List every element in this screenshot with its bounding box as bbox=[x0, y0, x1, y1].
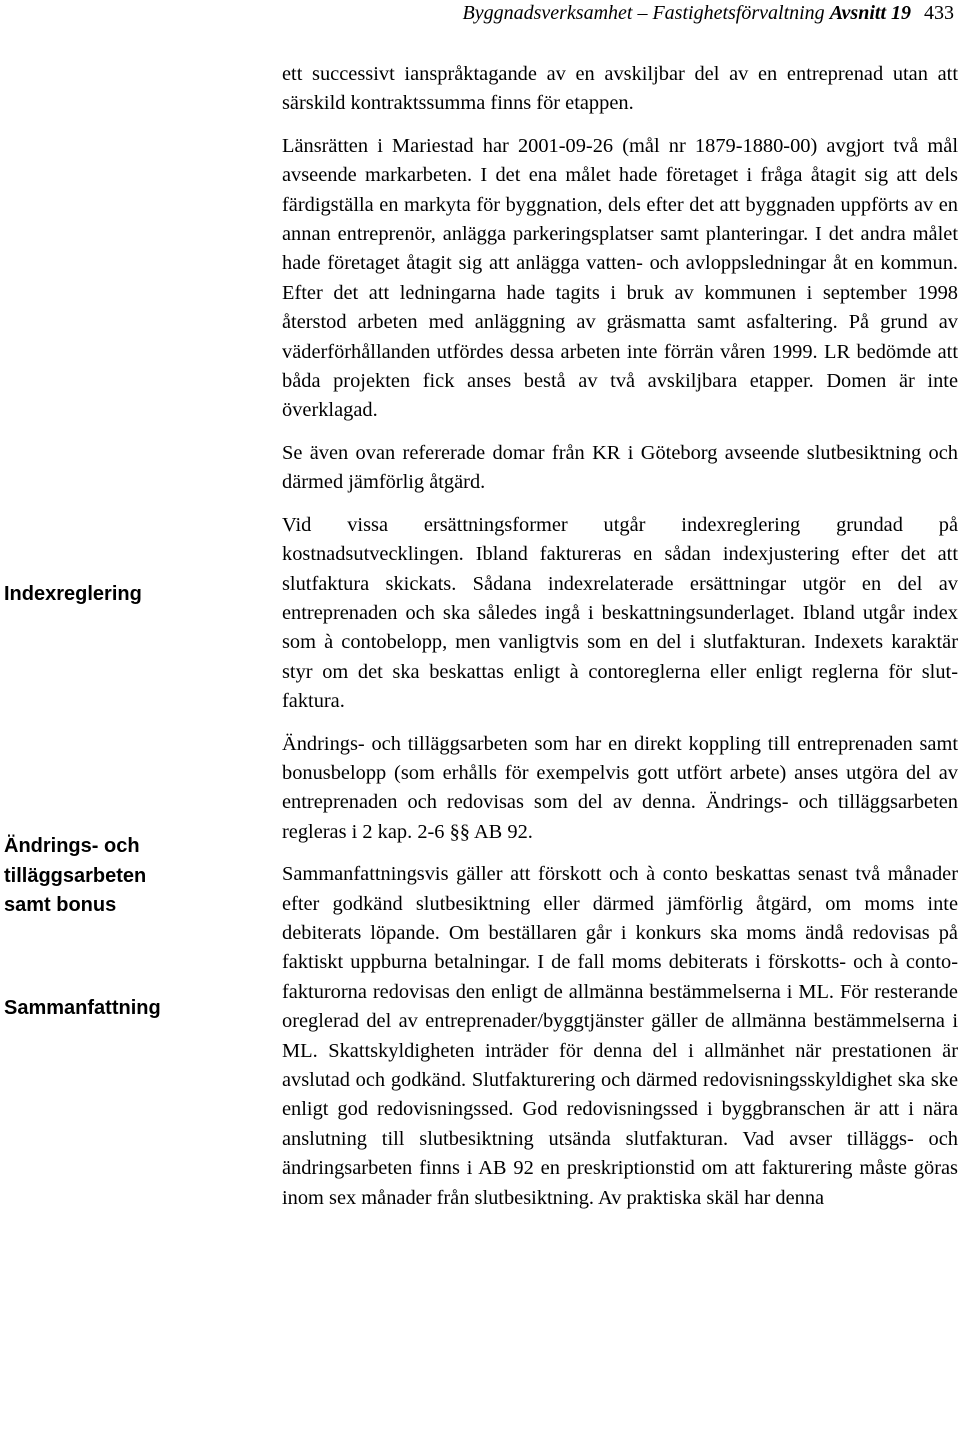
margin-heading-line: Ändrings- och bbox=[4, 835, 140, 857]
margin-heading-sammanfattning bbox=[4, 994, 194, 1024]
section-label: Avsnitt 19 bbox=[829, 2, 911, 24]
page-number: 433 bbox=[924, 2, 954, 24]
margin-heading-line: samt bonus bbox=[4, 894, 117, 916]
body-text bbox=[282, 60, 958, 1226]
paragraph-sammanfattning: Sammanfattningsvis gäller att förskott och à conto beskattas senast två månader efter godkänd slutbesiktning eller därmed jämförlig åtgärd, om moms inte debiterats löpande. Om beställaren går i konkurs ska moms ändå redovisas på faktiskt uppburna betalningar. I de fall moms debiterats i förskotts- och à contofakturorna redovisas den enligt de allmänna bestämmelserna i ML. För resterande oreglerad del av entreprenader/byggtjänster gäller de allmänna bestämmelserna i ML. Skattskyldigheten inträder för denna del i allmänhet när prestationen är avslutad och godkänd. Slutfakturering och därmed redovisningsskyldighet ska ske enligt god redovisningssed. God redovisningssed i byggbranschen är att i nära anslutning till slutbesiktning utsända slutfakturan. Vad avser tilläggs- och ändringsarbeten finns i AB 92 en preskriptionstid om att fakturering måste göras inom sex månader från slutbesiktning. Av praktiska skäl har denna bbox=[282, 863, 958, 1209]
margin-heading-text: Indexreglering bbox=[4, 583, 142, 605]
paragraph-indexreglering: Vid vissa ersättningsformer utgår indexreglering grundad på kostnadsutvecklingen. Ibland faktureras en sådan indexjustering efter det att slutfaktura skickats. Sådana indexrelaterade ersättningar utgör en del av entreprenaden och ska således ingå i beskattningsunderlaget. Ibland utgår index som à contobelopp, men vanligtvis som en del i slutfakturan. Indexets karaktär styr om det ska beskattas enligt à contoreglerna eller enligt reglerna för slutfaktura. bbox=[282, 513, 958, 713]
paragraph-se-aven: Se även ovan refererade domar från KR i Göteborg avseende slutbesiktning och därmed jämförlig åtgärd. bbox=[282, 441, 958, 494]
running-header bbox=[463, 2, 954, 25]
margin-heading-text: Sammanfattning bbox=[4, 997, 161, 1019]
margin-heading-andrings-och-tillaggsarbeten bbox=[4, 832, 194, 921]
paragraph-andrings-och-tillaggsarbeten: Ändrings- och tilläggsarbeten som har en direkt koppling till entreprenaden samt bonusbelopp (som erhålls för exempelvis gott utfört arbete) anses utgöra del av entreprenaden och redovisas som del av denna. Ändrings- och tilläggsarbeten regleras i 2 kap. 2-6 §§ AB 92. bbox=[282, 732, 958, 843]
running-title: Byggnadsverksamhet – Fastighetsförvaltning bbox=[462, 2, 825, 24]
paragraph-continuation: ett successivt ianspråktagande av en avskiljbar del av en entreprenad utan att särskild kontraktssumma finns för etappen. bbox=[282, 63, 958, 115]
margin-heading-indexreglering bbox=[4, 580, 194, 610]
margin-heading-line: tilläggsarbeten bbox=[4, 864, 147, 887]
paragraph-lansratten: Länsrätten i Mariestad har 2001-09-26 (mål nr 1879-1880-00) avgjort två mål avseende markarbeten. I det ena målet hade företaget i fråga åtagit sig att dels färdigställa en markyta för byggnation, dels efter det att byggnaden uppförts av en annan entreprenör, anlägga parkeringsplatser samt planteringar. I det andra målet hade företaget åtagit sig att anlägga vatten- och avloppsledningar åt en kommun. Efter det att ledningarna hade tagits i bruk av kommunen i september 1998 återstod arbeten med anläggning av gräsmatta samt asfaltering. På grund av väderförhållanden utfördes dessa arbeten inte förrän våren 1999. LR bedömde att båda projekten fick anses bestå av två avskiljbara etapper. Domen är inte överklagad. bbox=[282, 134, 958, 422]
